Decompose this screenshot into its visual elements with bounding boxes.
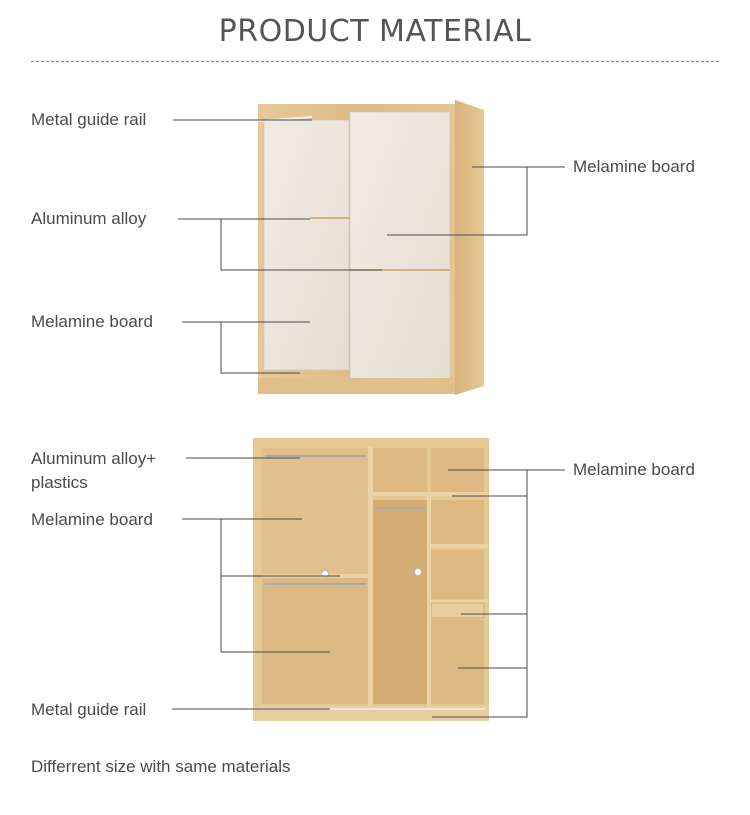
label-aluminum-alloy-plastics-line2: plastics bbox=[31, 473, 88, 492]
left-sliding-door bbox=[264, 120, 349, 370]
closed-wardrobe bbox=[258, 100, 484, 395]
footer-note: Differrent size with same materials bbox=[31, 757, 291, 776]
label-melamine-board-bottom-right: Melamine board bbox=[573, 460, 695, 479]
page-title: PRODUCT MATERIAL bbox=[218, 14, 532, 49]
open-wardrobe bbox=[253, 438, 489, 721]
right-sliding-door bbox=[350, 112, 450, 380]
label-aluminum-alloy-top: Aluminum alloy bbox=[31, 209, 147, 228]
drawer bbox=[431, 603, 484, 618]
label-metal-guide-rail-bottom: Metal guide rail bbox=[31, 700, 147, 719]
middle-compartment bbox=[373, 500, 427, 704]
label-melamine-board-top-right: Melamine board bbox=[573, 157, 695, 176]
label-melamine-board-top-left: Melamine board bbox=[31, 312, 153, 331]
label-aluminum-alloy-plastics-line1: Aluminum alloy+ bbox=[31, 449, 157, 468]
label-melamine-board-bottom-left: Melamine board bbox=[31, 510, 153, 529]
wardrobe-side-panel bbox=[455, 100, 484, 395]
label-metal-guide-rail-top: Metal guide rail bbox=[31, 110, 147, 129]
